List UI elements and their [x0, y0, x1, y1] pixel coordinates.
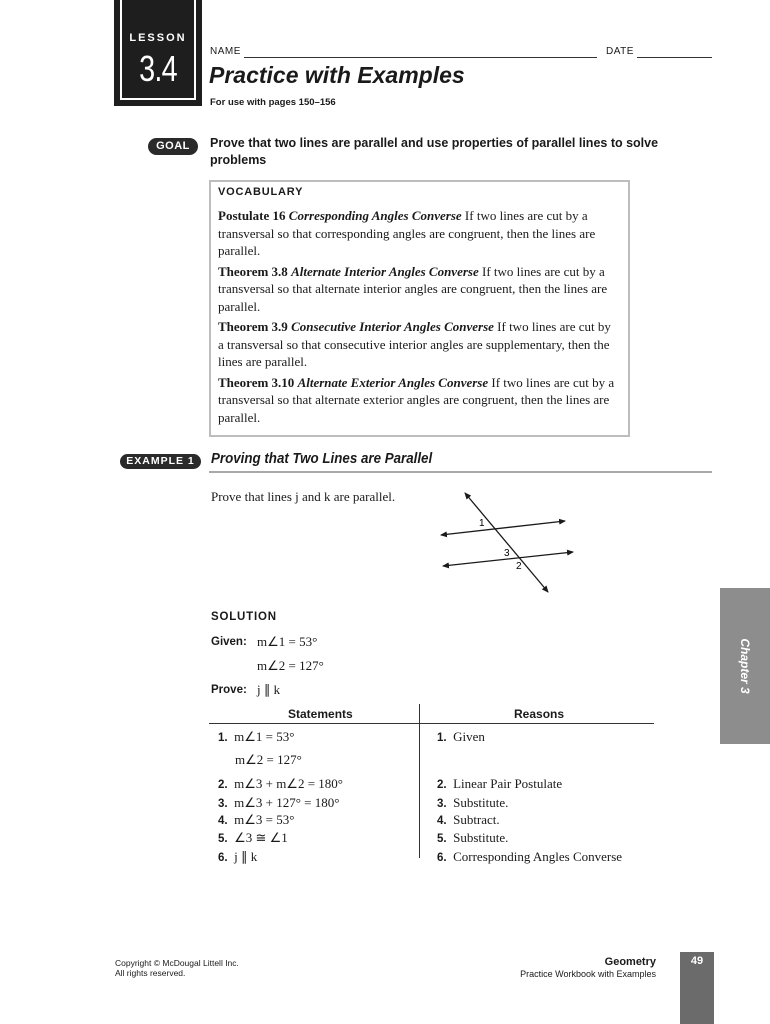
- statement-text: m∠1 = 53°: [234, 729, 295, 744]
- footer-book-subtitle: Practice Workbook with Examples: [520, 969, 656, 979]
- vocab-entry: [218, 263, 619, 316]
- lesson-number: 3.4: [139, 48, 177, 89]
- reason-text: Substitute.: [453, 795, 509, 810]
- table-row-reason: [437, 812, 500, 828]
- table-row-statement: [218, 830, 288, 846]
- reasons-header: Reasons: [514, 707, 565, 721]
- vocab-entry-label: Postulate 16: [218, 208, 286, 223]
- name-label: NAME: [210, 46, 241, 57]
- row-number: 3.: [437, 798, 447, 810]
- statement-text: m∠2 = 127°: [235, 752, 302, 767]
- lesson-tab: [114, 0, 202, 106]
- vocab-entry-text: If two lines are cut by a transversal so that alternate exterior angles are congruent, then the lines are parallel.: [218, 374, 615, 425]
- vocab-entry-text: If two lines are cut by a transversal so that corresponding angles are congruent, then the lines are parallel.: [218, 208, 596, 258]
- table-row-statement: [218, 729, 294, 745]
- reason-text: Substitute.: [453, 830, 509, 845]
- row-number: 3.: [218, 798, 228, 810]
- table-row-statement: [218, 812, 294, 828]
- table-row-reason: [437, 830, 508, 846]
- vocab-entry-label: Theorem 3.9: [218, 319, 288, 334]
- table-row-reason: [437, 849, 622, 865]
- row-number: 4.: [437, 815, 447, 827]
- prove-statement: j ∥ k: [257, 682, 281, 697]
- statements-header: Statements: [288, 707, 353, 721]
- vocab-entry-text: If two lines are cut by a transversal so that alternate interior angles are congruent, then the lines are parallel.: [218, 263, 608, 314]
- date-field[interactable]: [637, 57, 712, 58]
- row-number: 4.: [218, 815, 228, 827]
- statement-text: m∠3 + 127° = 180°: [234, 795, 340, 810]
- vocab-entry-name: Consecutive Interior Angles Converse: [291, 319, 494, 334]
- row-number: 1.: [218, 732, 228, 744]
- example-badge: EXAMPLE 1: [120, 454, 201, 469]
- copyright-line: Copyright © McDougal Littell Inc.: [115, 958, 239, 968]
- reason-text: Corresponding Angles Converse: [453, 849, 623, 864]
- transversal: [465, 493, 548, 592]
- row-number: 6.: [218, 852, 228, 864]
- angle-2-label: 2: [516, 561, 522, 572]
- statement-text: m∠3 + m∠2 = 180°: [234, 776, 343, 791]
- reason-text: Linear Pair Postulate: [453, 776, 563, 791]
- parallel-lines-diagram: [435, 490, 585, 595]
- vocab-entry-label: Theorem 3.10: [218, 374, 295, 390]
- lesson-frame: [120, 0, 196, 100]
- table-row-statement: [235, 752, 302, 768]
- name-field[interactable]: [244, 57, 597, 58]
- chapter-tab-label: Chapter 3: [738, 638, 752, 694]
- vocab-entry-text: If two lines are cut by a transversal so that consecutive interior angles are supplementary, then the lines are parallel.: [218, 319, 611, 369]
- row-number: 1.: [437, 732, 447, 744]
- page-number: 49: [690, 955, 704, 967]
- statement-text: m∠3 = 53°: [234, 812, 295, 827]
- row-number: 6.: [437, 852, 447, 864]
- vocab-entry: [218, 318, 619, 371]
- statement-text: j ∥ k: [234, 849, 258, 864]
- date-label: DATE: [606, 46, 634, 57]
- table-row-reason: [437, 795, 508, 811]
- example-divider: [209, 471, 712, 473]
- angle-3-label: 3: [504, 548, 510, 559]
- copyright: [115, 958, 239, 978]
- row-number: 2.: [218, 779, 228, 791]
- page-subtitle: For use with pages 150–156: [210, 97, 336, 108]
- page-title: Practice with Examples: [209, 62, 465, 88]
- reason-text: Given: [453, 729, 485, 744]
- given-statement: m∠2 = 127°: [257, 658, 324, 673]
- table-row-reason: [437, 729, 485, 745]
- vocabulary-heading: VOCABULARY: [218, 186, 304, 198]
- table-row-statement: [218, 849, 257, 865]
- footer-book-title: Geometry: [604, 956, 656, 968]
- example-prompt: Prove that lines j and k are parallel.: [211, 489, 396, 504]
- solution-heading: SOLUTION: [211, 611, 277, 623]
- row-number: 5.: [437, 833, 447, 845]
- vocab-entry-name: Corresponding Angles Converse: [288, 208, 462, 223]
- table-header-rule: [209, 723, 654, 724]
- goal-badge: GOAL: [148, 138, 198, 155]
- vocab-entry: [218, 374, 619, 427]
- lesson-label: LESSON: [129, 32, 187, 44]
- copyright-line: All rights reserved.: [115, 968, 186, 978]
- reason-text: Subtract.: [453, 812, 500, 827]
- vocab-entry-label: Theorem 3.8: [218, 263, 288, 279]
- table-row-statement: [218, 795, 339, 811]
- table-row-statement: [218, 776, 343, 792]
- prove-label: Prove:: [211, 684, 247, 696]
- vocab-entry-name: Alternate Exterior Angles Converse: [297, 374, 489, 390]
- vocabulary-box: [209, 180, 630, 437]
- given-label: Given:: [211, 636, 247, 648]
- example-title: Proving that Two Lines are Parallel: [211, 451, 433, 467]
- given-statement: m∠1 = 53°: [257, 634, 318, 649]
- vocab-entry-name: Alternate Interior Angles Converse: [291, 263, 479, 279]
- table-column-divider: [419, 704, 420, 858]
- vocab-entry: [218, 207, 619, 260]
- table-row-reason: [437, 776, 562, 792]
- row-number: 2.: [437, 779, 447, 791]
- statement-text: ∠3 ≅ ∠1: [234, 830, 288, 845]
- goal-text: Prove that two lines are parallel and use properties of parallel lines to solve problems: [210, 136, 659, 167]
- angle-1-label: 1: [479, 518, 485, 529]
- row-number: 5.: [218, 833, 228, 845]
- line-j: [441, 521, 565, 535]
